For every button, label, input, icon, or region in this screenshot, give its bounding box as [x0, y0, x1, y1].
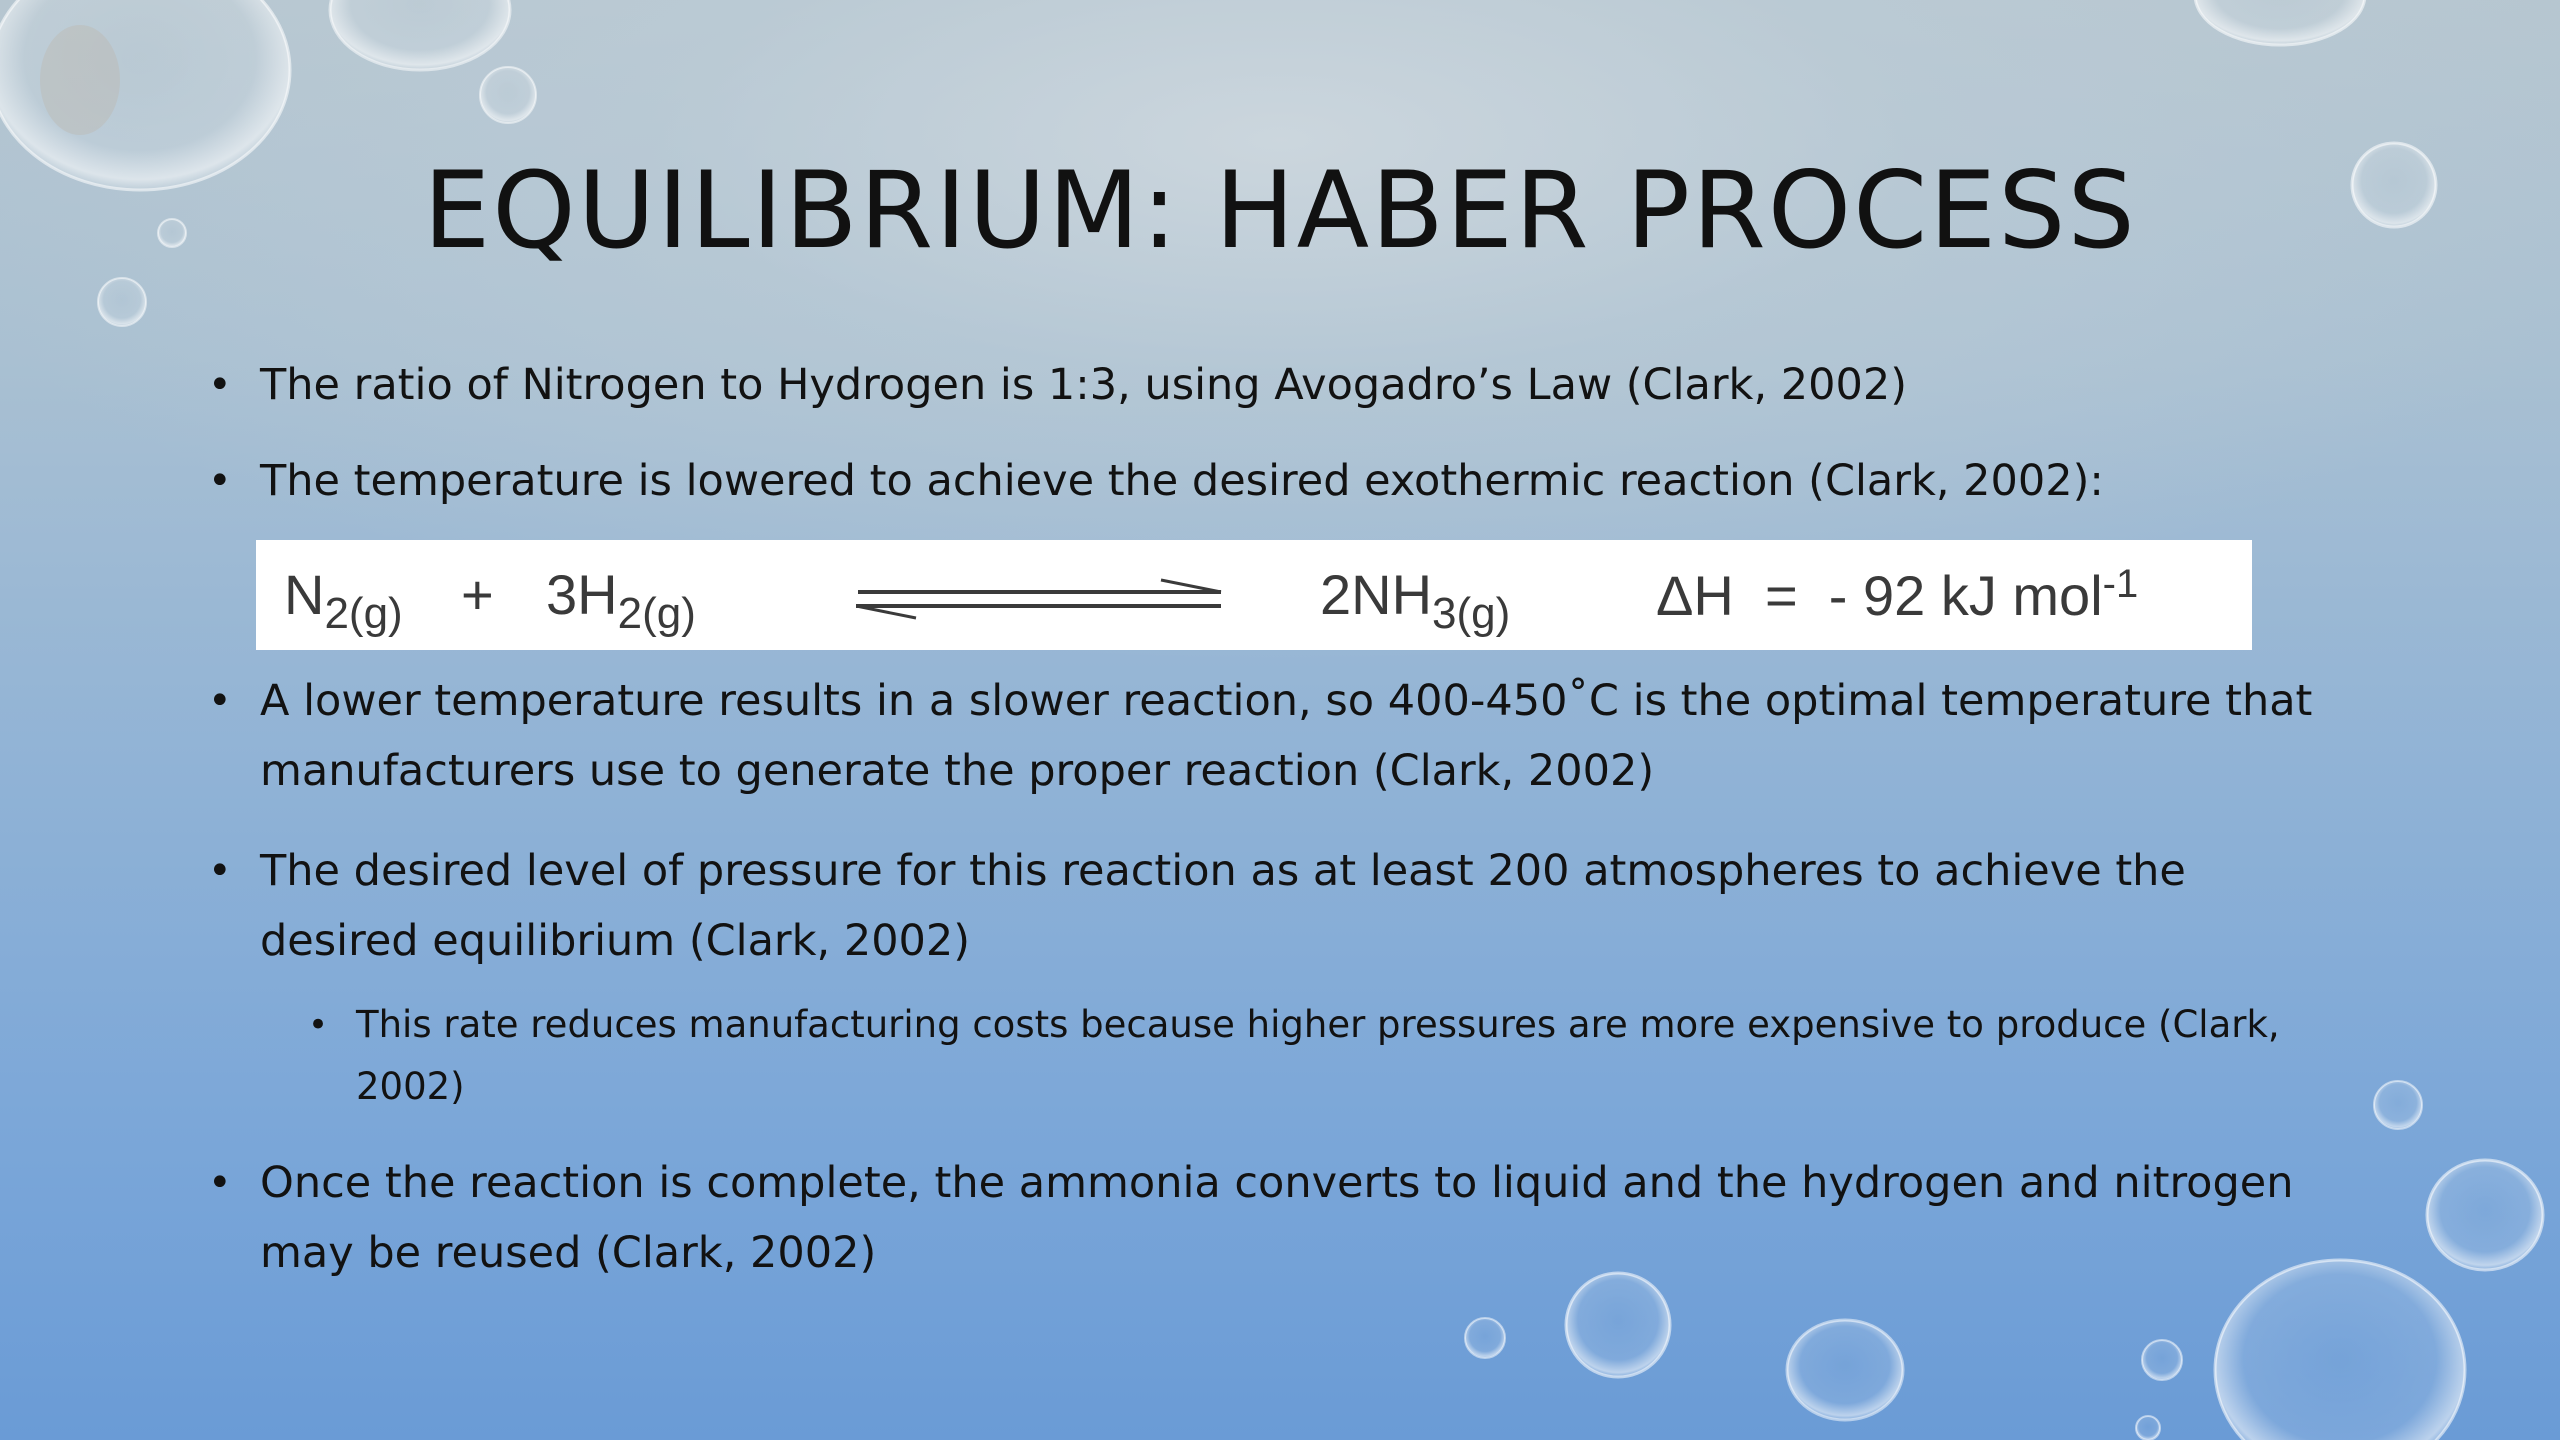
equation-enthalpy: ΔH = - 92 kJ mol$^{-1}$	[1656, 562, 2139, 627]
sub-bullet-cost: • This rate reduces manufacturing costs because higher pressures are more expensive to produce (Clark, 2002)	[200, 994, 2350, 1118]
bullet-ratio: • The ratio of Nitrogen to Hydrogen is 1:3, using Avogadro’s Law (Clark, 2002)	[200, 350, 2350, 420]
equation-reactant-hydrogen: $3H_{2(g)}$	[546, 563, 696, 638]
equation-reactant-nitrogen: $N_{2(g)}$	[284, 563, 403, 638]
bullet-temperature: • The temperature is lowered to achieve the desired exothermic reaction (Clark, 2002):	[200, 446, 2350, 516]
bullet-lower-temperature: • A lower temperature results in a slower reaction, so 400-450˚C is the optimal temperature that manufacturers use to generate the proper reaction (Clark, 2002)	[200, 666, 2350, 806]
bullet-pressure: • The desired level of pressure for this reaction as at least 200 atmospheres to achieve the desired equilibrium (Clark, 2002)	[200, 836, 2350, 976]
bullet-reuse: • Once the reaction is complete, the ammonia converts to liquid and the hydrogen and nitrogen may be reused (Clark, 2002)	[200, 1148, 2350, 1288]
equilibrium-arrows-icon	[856, 570, 1236, 630]
equation-plus: +	[461, 563, 494, 626]
equation-product-ammonia: $2NH_{3(g)}$	[1320, 563, 1511, 638]
slide-title: EQUILIBRIUM: HABER PROCESS	[423, 149, 2137, 272]
haber-equation-image	[256, 540, 2252, 650]
slide-body	[200, 350, 2350, 1288]
